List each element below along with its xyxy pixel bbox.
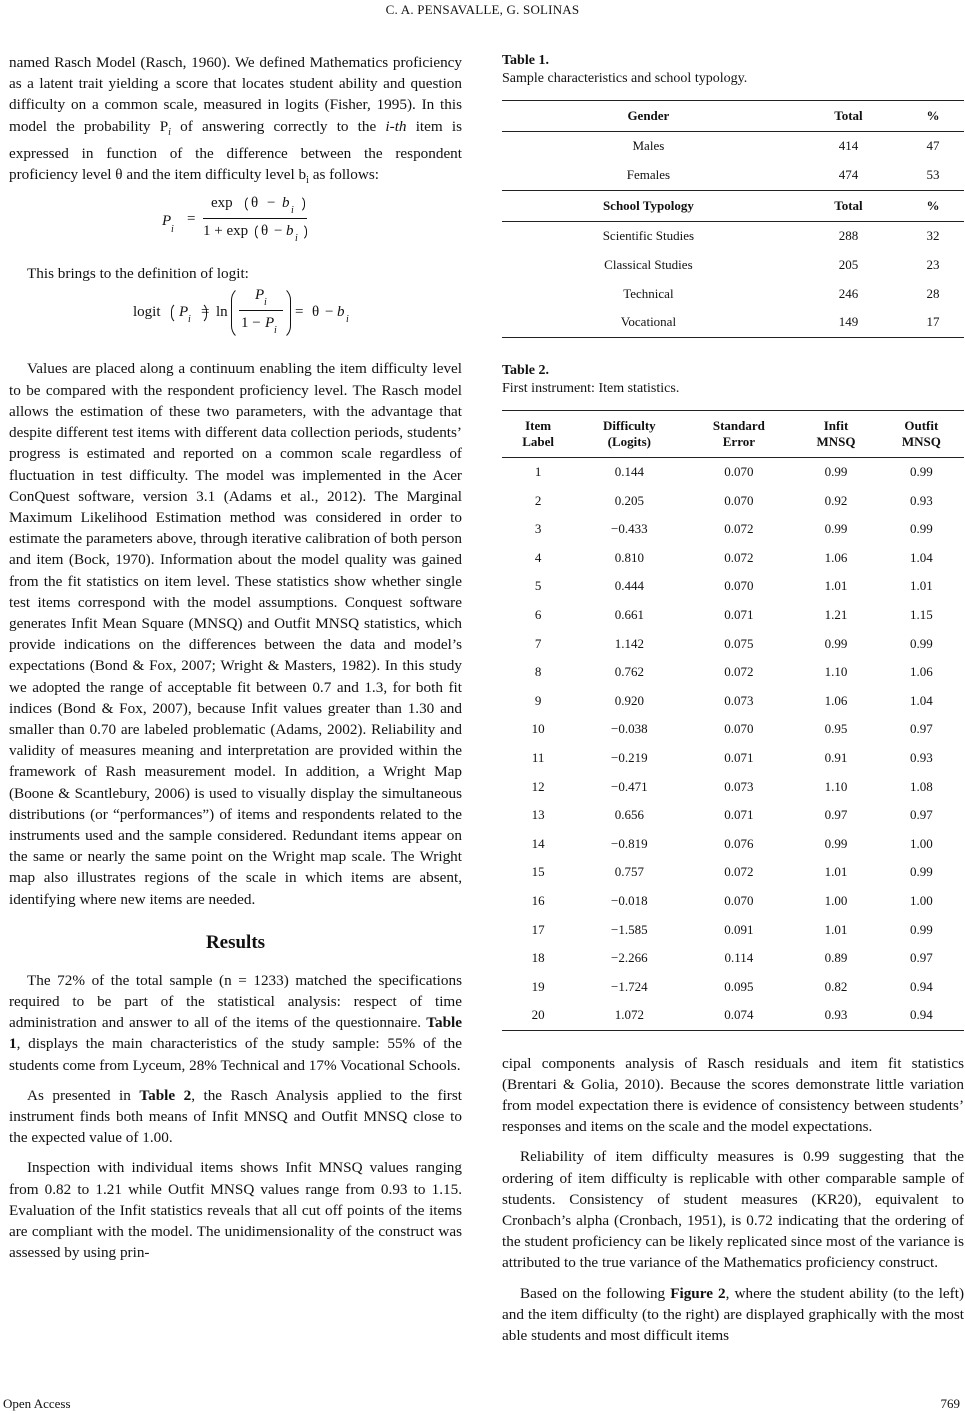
table1-school-cell: 246 bbox=[838, 285, 859, 301]
table2-cell: 0.072 bbox=[724, 549, 754, 565]
table1-title: Table 1. bbox=[502, 53, 549, 68]
paragraph-results-items: Inspection with individual items shows Infit MNSQ values ranging from 0.82 to 1.21 while Outfit MNSQ values range from 0.93 to 1.15. Evaluation of the Infit statistics reveals that all cut off points of the items are compliant with the model. The unidimensionality of the construct was assessed by using prin- bbox=[9, 1159, 462, 1262]
table2-cell: 0.99 bbox=[824, 835, 848, 851]
table2-cell: 1.01 bbox=[824, 578, 848, 594]
table2-cell: 0.757 bbox=[614, 864, 644, 880]
table2-cell: 0.93 bbox=[824, 1007, 848, 1023]
table1-gender-cell: Males bbox=[632, 138, 665, 154]
table2-cell: 0.071 bbox=[724, 750, 754, 766]
table2-row bbox=[502, 944, 964, 973]
table2-cell: 0.99 bbox=[824, 464, 848, 480]
table2-cell: 0.091 bbox=[724, 921, 754, 937]
table1-gender-cell: 53 bbox=[926, 167, 940, 183]
table2-cell: −0.819 bbox=[611, 835, 648, 851]
table2-row bbox=[502, 658, 964, 687]
table2-cell: 0.661 bbox=[614, 607, 644, 623]
table2-cell: 13 bbox=[531, 807, 545, 823]
table2-cell: 0.97 bbox=[909, 807, 933, 823]
table2-cell: 0.072 bbox=[724, 521, 754, 537]
table1-gender-cell: 47 bbox=[926, 138, 940, 154]
table1-school-row bbox=[502, 308, 964, 337]
equation-logit: logit P i = ln P i 1 − P i = θ − b i bbox=[9, 284, 462, 358]
paragraph-rasch-method: Values are placed along a continuum enabling the item difficulty level to be compared with the respondent proficiency level. The Rasch model allows the estimation of these two parameters, with the advantage that despite different test items with different data collection periods, students’ progress is estimated and reported on a common scale regardless of fluctuation in test difficulty. The model was implemented in the Acer ConQuest software, version 3.1 (Adams et al., 2012). The Marginal Maximum Likelihood Estimation method was considered in order to estimate the parameters above, through iterative calibration of both person and item (Bock, 1970). Information about the model quality was gained from the fit statistics on item level. These statistics show whether single test items correspond with the model assumptions. Conquest software generates Infit Mean Square (MNSQ) and Outfit MNSQ statistics, which provide indications on the differences between the data and model’s expectations (Bond & Fox, 2007; Wright & Masters, 1982). In this study we adopted the range of acceptable fit between 0.7 and 1.3, for both fit indices (Bond & Fox, 2007), because Infit values greater than 1.30 and smaller than 0.70 are labeled problematic (Adams, 2002). Reliability and validity of measures meaning and interpretation are provided within the framework of Rash measurement model. In addition, a Wright Map (Boone & Scantlebury, 2006) is used to visually display the simultaneous distributions (or “performances”) of items and respondents related to the instruments used and the sample considered. Redundant items appear on the same or nearly the same point on the Wright map scale. The Wright map also illustrates regions of the scale in which items are absent, identifying where new items are needed. bbox=[9, 360, 462, 908]
table2-header-cell: Difficulty (Logits) bbox=[602, 417, 656, 449]
table2-cell: 1.08 bbox=[909, 778, 933, 794]
table1-gender-cell: 474 bbox=[838, 167, 859, 183]
table1-school-cell: Vocational bbox=[620, 314, 677, 330]
table2-cell: 0.94 bbox=[909, 1007, 933, 1023]
table2-cell: 1.072 bbox=[614, 1007, 644, 1023]
figure2-reference[interactable]: Figure 2 bbox=[670, 1284, 726, 1302]
table2-cell: 1 bbox=[534, 464, 542, 480]
table2-cell: 1.04 bbox=[909, 549, 933, 565]
table2-title: Table 2. bbox=[502, 362, 549, 378]
right-column bbox=[502, 52, 964, 1346]
table2-cell: 0.82 bbox=[824, 978, 848, 994]
table1-school-cell: Classical Studies bbox=[604, 256, 693, 272]
table1-school-row bbox=[502, 221, 964, 250]
table2-row bbox=[502, 801, 964, 830]
paragraph-pca: cipal components analysis of Rasch residuals and item fit statistics (Brentari & Golia, 2010). Because the scores demonstrate little variation from model expectation there is evidence of consistency between students’ responses and items on the scale and the model expectations. bbox=[502, 1054, 964, 1136]
table2-cell: 0.070 bbox=[724, 892, 754, 908]
table1-school-row bbox=[502, 279, 964, 308]
table2-cell: 2 bbox=[534, 492, 542, 508]
table2-cell: 0.073 bbox=[724, 778, 754, 794]
table1-gender-row bbox=[502, 132, 964, 161]
table1-school-cell: 23 bbox=[926, 256, 940, 272]
table2-cell: 20 bbox=[531, 1007, 545, 1023]
table2-cell: 4 bbox=[534, 549, 542, 565]
table2-cell: 0.656 bbox=[614, 807, 644, 823]
table2-row bbox=[502, 629, 964, 658]
table2-cell: 1.00 bbox=[824, 892, 848, 908]
page-number: 769 bbox=[940, 1396, 960, 1411]
table2-row bbox=[502, 486, 964, 515]
table2-cell: 0.444 bbox=[614, 578, 644, 594]
table2-cell: 1.10 bbox=[824, 778, 848, 794]
table2-cell: 0.072 bbox=[724, 864, 754, 880]
table2-row bbox=[502, 772, 964, 801]
table2-cell: 0.99 bbox=[909, 921, 933, 937]
table2-cell: 9 bbox=[534, 692, 542, 708]
table2-cell: 0.99 bbox=[824, 635, 848, 651]
table2-cell: 0.99 bbox=[909, 635, 933, 651]
table1-school-row bbox=[502, 250, 964, 279]
table2-row bbox=[502, 744, 964, 773]
table2-cell: 0.073 bbox=[724, 692, 754, 708]
table2-cell: 8 bbox=[534, 664, 542, 680]
table2-cell: 0.075 bbox=[724, 635, 754, 651]
table2-cell: 11 bbox=[531, 750, 545, 766]
table2-row bbox=[502, 715, 964, 744]
table2-cell: 15 bbox=[531, 864, 545, 880]
table2-cell: 0.89 bbox=[824, 950, 848, 966]
table1-school-cell: 288 bbox=[838, 227, 859, 243]
table2-cell: 1.00 bbox=[909, 892, 933, 908]
equation-probability: P i = exp θ − b i 1 + exp θ − b i bbox=[9, 191, 462, 257]
table2-cell: 7 bbox=[534, 635, 542, 651]
table2-cell: 19 bbox=[531, 978, 545, 994]
table2-cell: −2.266 bbox=[611, 950, 648, 966]
table1-school-cell: 28 bbox=[926, 285, 940, 301]
table2-cell: 0.072 bbox=[724, 664, 754, 680]
table2-cell: 0.97 bbox=[909, 950, 933, 966]
paragraph-results-rasch: As presented in Table 2, the Rasch Analysis applied to the first instrument finds both means of Infit MNSQ and Outfit MNSQ close to the expected value of 1.00. bbox=[9, 1086, 462, 1147]
table2-cell: 0.070 bbox=[724, 578, 754, 594]
table2-cell: 0.92 bbox=[824, 492, 848, 508]
table2-cell: −1.585 bbox=[611, 921, 648, 937]
table2-cell: −0.038 bbox=[611, 721, 648, 737]
table2-row bbox=[502, 1001, 964, 1030]
table2-cell: 3 bbox=[534, 521, 542, 537]
table2-cell: 0.91 bbox=[824, 750, 848, 766]
table2-cell: 0.070 bbox=[724, 464, 754, 480]
table2 bbox=[502, 410, 964, 1031]
table2-cell: 0.095 bbox=[724, 978, 754, 994]
table1-gender-cell: Females bbox=[626, 167, 671, 183]
table2-cell: 0.070 bbox=[724, 492, 754, 508]
table2-cell: 1.142 bbox=[614, 635, 644, 651]
table2-row bbox=[502, 687, 964, 716]
left-column bbox=[9, 52, 462, 1263]
table2-cell: −0.433 bbox=[611, 521, 648, 537]
table1 bbox=[502, 100, 964, 338]
table2-row bbox=[502, 972, 964, 1001]
table2-cell: 0.94 bbox=[909, 978, 933, 994]
table2-cell: 1.01 bbox=[909, 578, 933, 594]
table1-school-cell: 17 bbox=[926, 314, 940, 330]
table2-cell: 0.205 bbox=[614, 492, 644, 508]
paragraph-logit-intro: This brings to the definition of logit: bbox=[27, 265, 249, 283]
table2-cell: 10 bbox=[531, 721, 545, 737]
table2-cell: 1.06 bbox=[824, 549, 848, 565]
table1-header-school: School Typology Total % bbox=[502, 190, 964, 221]
paragraph-reliability: Reliability of item difficulty measures is 0.99 suggesting that the ordering of item difficulty is replicable with other comparable sample of students. Consistency of student measures (KR20), equivalent to Cronbach’s alpha (Cronbach, 1951), is 0.72 indicating that the ordering of the student proficiency can be likely replicated since most of the variance is attributed to the true variance of the Mathematics proficiency construct. bbox=[502, 1148, 964, 1272]
table2-cell: 0.810 bbox=[614, 549, 644, 565]
table2-cell: 17 bbox=[531, 921, 545, 937]
table2-cell: 0.076 bbox=[724, 835, 754, 851]
running-head: C. A. PENSAVALLE, G. SOLINAS bbox=[385, 2, 580, 17]
table2-cell: 0.99 bbox=[909, 864, 933, 880]
table1-reference[interactable]: Table 1 bbox=[9, 1014, 462, 1053]
table2-cell: 0.99 bbox=[824, 521, 848, 537]
table2-cell: 0.071 bbox=[724, 607, 754, 623]
table2-row bbox=[502, 572, 964, 601]
table2-cell: 0.97 bbox=[824, 807, 848, 823]
table2-row bbox=[502, 544, 964, 573]
table2-header-row bbox=[502, 410, 964, 457]
table1-school-cell: Technical bbox=[623, 285, 674, 301]
table2-row bbox=[502, 887, 964, 916]
table2-cell: 0.074 bbox=[724, 1007, 754, 1023]
table2-cell: 0.920 bbox=[614, 692, 644, 708]
paragraph-wright-map: Based on the following Figure 2, where the student ability (to the left) and the item difficulty (to the right) are displayed graphically with the most able students and most difficult items bbox=[502, 1284, 965, 1345]
table2-cell: 0.144 bbox=[614, 464, 644, 480]
table1-school-cell: Scientific Studies bbox=[602, 227, 695, 243]
paragraph-model-intro: named Rasch Model (Rasch, 1960). We defined Mathematics proficiency as a latent trait yielding a score that locates student ability and question difficulty on a common scale, measured in logits (Fisher, 1995). In this model the probability $P_i$ of answering correctly to the i-th item is expressed in function of the difference between the respondent proficiency level θ and the item difficulty level $b_i$ as follows: bbox=[9, 54, 462, 187]
table1-subtitle: Sample characteristics and school typology. bbox=[502, 71, 748, 86]
table2-cell: 0.071 bbox=[724, 807, 754, 823]
section-title-results: Results bbox=[205, 931, 266, 953]
table2-cell: 0.95 bbox=[824, 721, 848, 737]
table2-header-cell: Standard Error bbox=[712, 417, 765, 449]
table2-cell: −1.724 bbox=[611, 978, 648, 994]
table2-row bbox=[502, 830, 964, 859]
table2-row bbox=[502, 457, 964, 486]
table1-school-cell: 32 bbox=[926, 227, 940, 243]
table2-row bbox=[502, 915, 964, 944]
table2-cell: −0.471 bbox=[611, 778, 648, 794]
table2-cell: 1.04 bbox=[909, 692, 933, 708]
table2-cell: 1.00 bbox=[909, 835, 933, 851]
table1-gender-cell: 414 bbox=[838, 138, 859, 154]
table2-row bbox=[502, 858, 964, 887]
table2-cell: 1.15 bbox=[909, 607, 933, 623]
table2-cell: 6 bbox=[534, 607, 542, 623]
table2-subtitle: First instrument: Item statistics. bbox=[502, 380, 680, 396]
table2-cell: 0.99 bbox=[909, 464, 933, 480]
table2-cell: −0.018 bbox=[611, 892, 648, 908]
table2-cell: 0.070 bbox=[724, 721, 754, 737]
table2-header-cell: Infit MNSQ bbox=[816, 417, 856, 449]
table2-row bbox=[502, 515, 964, 544]
table2-header-cell: Item Label bbox=[522, 417, 554, 449]
paragraph-results-sample: The 72% of the total sample (n = 1233) matched the specifications required to be part of the statistical analysis: respect of time administration and answer to all of the items of the questionnaire. Table 1, displays the main characteristics of the study sample: 55% of the students come from Lyceum, 28% Technical and 17% Vocational Schools. bbox=[9, 971, 462, 1074]
table2-cell: 12 bbox=[531, 778, 545, 794]
table2-cell: 14 bbox=[531, 835, 545, 851]
table2-cell: 1.01 bbox=[824, 864, 848, 880]
table2-cell: 18 bbox=[531, 950, 545, 966]
table2-cell: 1.06 bbox=[824, 692, 848, 708]
table2-cell: 1.06 bbox=[909, 664, 933, 680]
table2-cell: 0.93 bbox=[909, 750, 933, 766]
table2-cell: 5 bbox=[534, 578, 542, 594]
table2-cell: 1.10 bbox=[824, 664, 848, 680]
table2-cell: 0.762 bbox=[614, 664, 644, 680]
table2-cell: 0.93 bbox=[909, 492, 933, 508]
table1-school-cell: 149 bbox=[838, 314, 859, 330]
table2-cell: −0.219 bbox=[611, 750, 648, 766]
table1-gender-row bbox=[502, 161, 964, 190]
table2-cell: 16 bbox=[531, 892, 545, 908]
table2-cell: 0.99 bbox=[909, 521, 933, 537]
table2-header-cell: Outfit MNSQ bbox=[901, 417, 941, 449]
table2-cell: 0.114 bbox=[724, 950, 754, 966]
table2-row bbox=[502, 601, 964, 630]
table2-cell: 0.97 bbox=[909, 721, 933, 737]
table1-school-cell: 205 bbox=[838, 256, 859, 272]
table2-reference[interactable]: Table 2 bbox=[139, 1086, 192, 1104]
table2-cell: 1.21 bbox=[824, 607, 848, 623]
table1-header-gender: Gender Total % bbox=[502, 101, 964, 132]
footer-open-access: Open Access bbox=[3, 1396, 71, 1411]
table2-cell: 1.01 bbox=[824, 921, 848, 937]
